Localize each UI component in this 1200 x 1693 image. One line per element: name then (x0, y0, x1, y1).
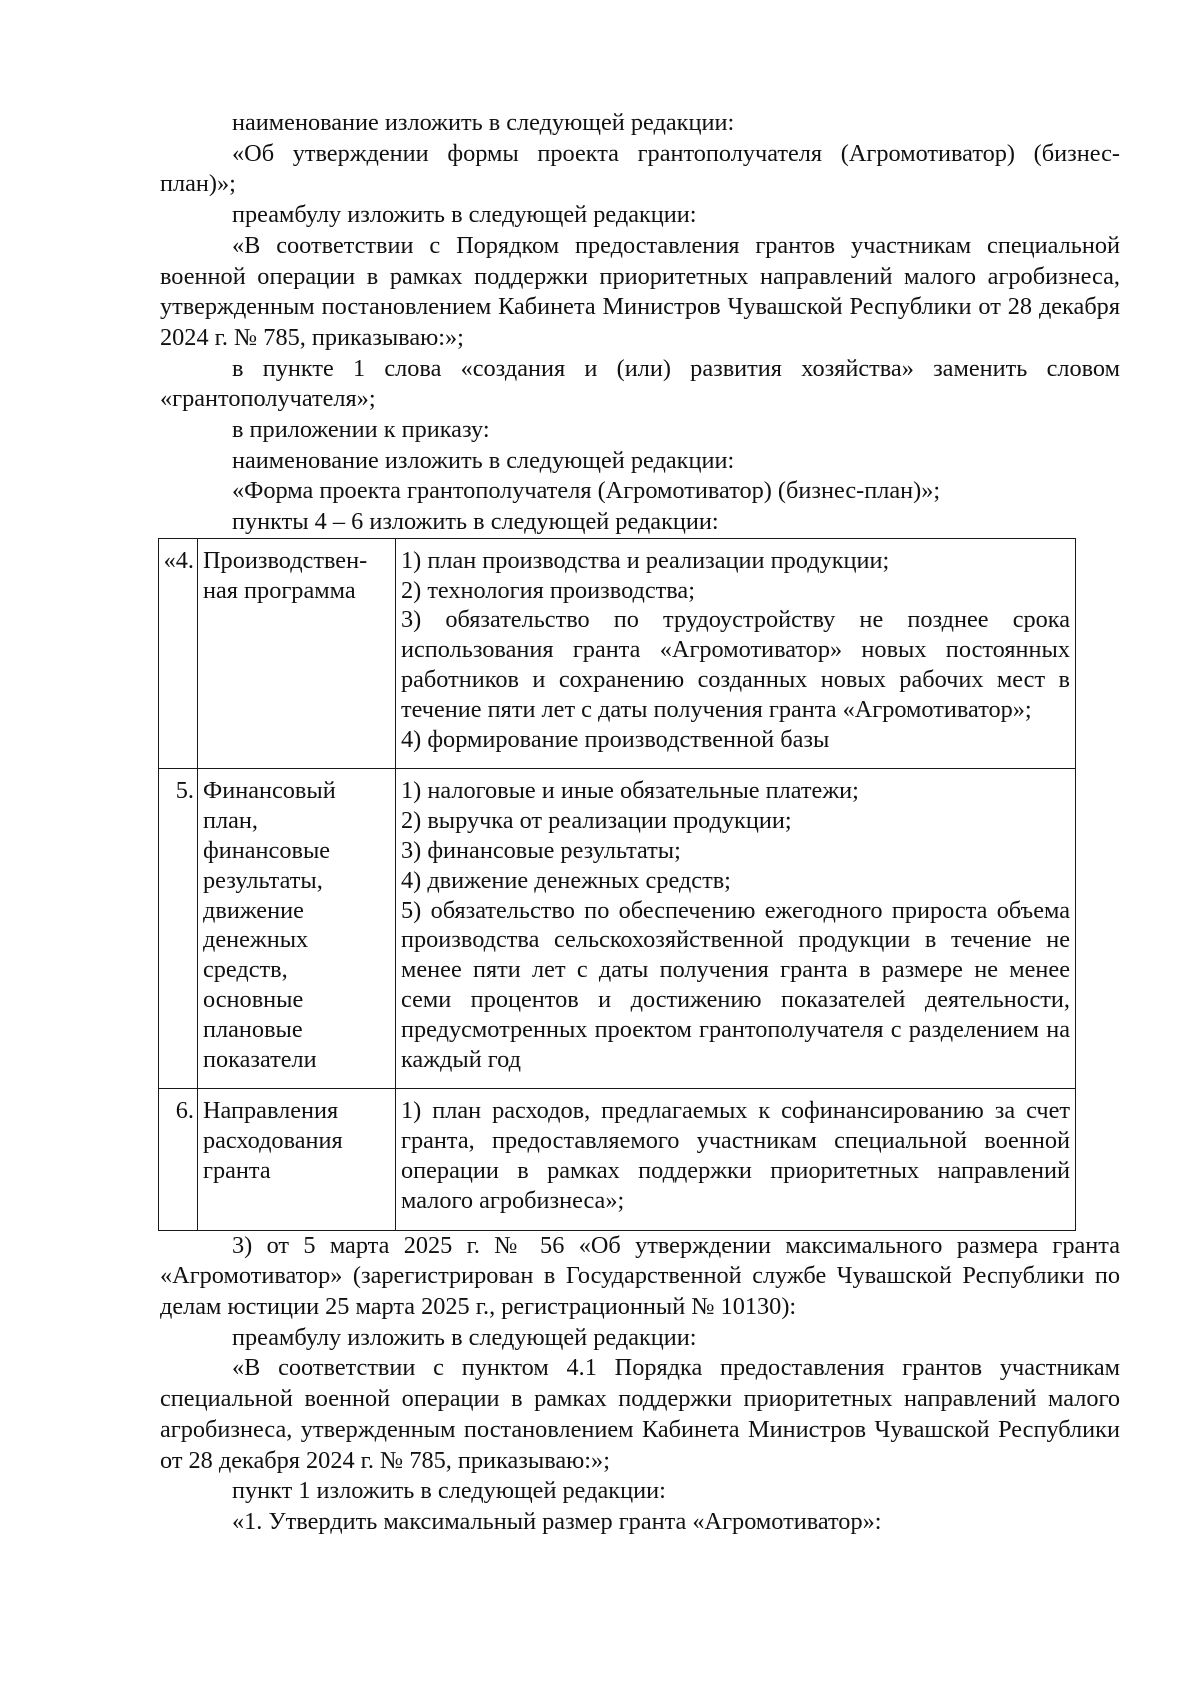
row-section-name (198, 538, 396, 769)
section-name-line: гранта (203, 1156, 271, 1184)
section-name-line: расходования (203, 1127, 343, 1155)
section-name-line: Производствен- (203, 546, 368, 574)
section-name-line: финансовые (203, 837, 331, 865)
outro-paragraph-1: 3) от 5 марта 2025 г. № 56 «Об утверждении максимального размера гранта «Агромотиватор» (зарегистрирован в Государственной службе Чувашской Республики по делам юстиции 25 марта 2025 г., регистрационный № 10130): (160, 1231, 1120, 1320)
intro-paragraph-1: наименование изложить в следующей редакции: (232, 109, 735, 136)
intro-paragraph-6: в приложении к приказу: (232, 416, 490, 444)
section-name-line: Направления (203, 1097, 339, 1125)
outro-paragraph-4: пункт 1 изложить в следующей редакции: (232, 1477, 666, 1505)
section-name-line: денежных (203, 926, 309, 954)
table-row (159, 769, 1076, 1089)
intro-paragraph-4: «В соответствии с Порядком предоставления грантов участникам специальной военной операции в рамках поддержки приоритетных направлений малого агробизнеса, утвержденным постановлением Кабинета Министров Чувашской Республики от 28 декабря 2024 г. № 785, приказываю:»; (160, 231, 1120, 351)
intro-paragraph-8: «Форма проекта грантополучателя (Агромотиватор) (бизнес-план)»; (232, 477, 941, 505)
row-content (396, 538, 1076, 769)
outro-paragraph-5: «1. Утвердить максимальный размер гранта «Агромотиватор»: (232, 1507, 882, 1535)
content-item: 3) финансовые результаты; (401, 837, 681, 865)
form-structure-table (158, 538, 1076, 1231)
section-name-line: основные (203, 986, 304, 1013)
intro-paragraph-3: преамбулу изложить в следующей редакции: (232, 201, 697, 229)
table-row (159, 1089, 1076, 1230)
document-body (160, 108, 1120, 1538)
intro-paragraph-2: «Об утверждении формы проекта грантополучателя (Агромотиватор) (бизнес-план)»; (160, 139, 1120, 198)
row-number: 6. (159, 1089, 198, 1230)
table-row (159, 538, 1076, 769)
section-name-line: результаты, (203, 866, 323, 894)
section-name-line: ная программа (203, 576, 356, 604)
section-name-line: плановые (203, 1015, 303, 1043)
row-section-name (198, 1089, 396, 1230)
section-name-line: Финансовый (203, 777, 336, 805)
section-name-line: показатели (203, 1045, 317, 1073)
row-number: «4. (159, 538, 198, 769)
content-item: 2) выручка от реализации продукции; (401, 807, 792, 835)
section-name-line: средств, (203, 956, 288, 984)
content-item: 3) обязательство по трудоустройству не позднее срока использования гранта «Агромотиватор» новых постоянных работников и сохранению созданных новых рабочих мест в течение пяти лет с даты получения гранта «Агромотиватор»; (401, 606, 1070, 723)
content-item: 4) формирование производственной базы (401, 725, 830, 753)
outro-paragraph-2: преамбулу изложить в следующей редакции: (232, 1323, 697, 1351)
content-item: 2) технология производства; (401, 576, 695, 604)
content-item: 1) план производства и реализации продукции; (401, 546, 890, 574)
form-structure-table-body (159, 538, 1076, 1230)
section-name-line: план, (203, 807, 258, 835)
section-name-line: движение (203, 896, 304, 924)
content-item: 1) налоговые и иные обязательные платежи; (401, 777, 859, 805)
content-item: 5) обязательство по обеспечению ежегодного прироста объема производства сельскохозяйственной продукции в течение не менее пяти лет с даты получения гранта в размере не менее семи процентов и достижению показателей деятельности, предусмотренных проектом грантополучателя с разделением на каждый год (401, 896, 1070, 1073)
row-number: 5. (159, 769, 198, 1089)
content-item: 1) план расходов, предлагаемых к софинансированию за счет гранта, предоставляемого участникам специальной военной операции в рамках поддержки приоритетных направлений малого агробизнеса»; (401, 1097, 1070, 1214)
row-section-name (198, 769, 396, 1089)
row-content (396, 1089, 1076, 1230)
row-content (396, 769, 1076, 1089)
intro-paragraph-7: наименование изложить в следующей редакции: (232, 446, 735, 474)
content-item: 4) движение денежных средств; (401, 866, 731, 894)
intro-paragraph-5: в пункте 1 слова «создания и (или) развития хозяйства» заменить словом «грантополучателя»; (160, 354, 1120, 413)
outro-paragraph-3: «В соответствии с пунктом 4.1 Порядка предоставления грантов участникам специальной военной операции в рамках поддержки приоритетных направлений малого агробизнеса, утвержденным постановлением Кабинета Министров Чувашской Республики от 28 декабря 2024 г. № 785, приказываю:»; (160, 1354, 1120, 1474)
intro-paragraph-9: пункты 4 – 6 изложить в следующей редакции: (232, 508, 719, 536)
